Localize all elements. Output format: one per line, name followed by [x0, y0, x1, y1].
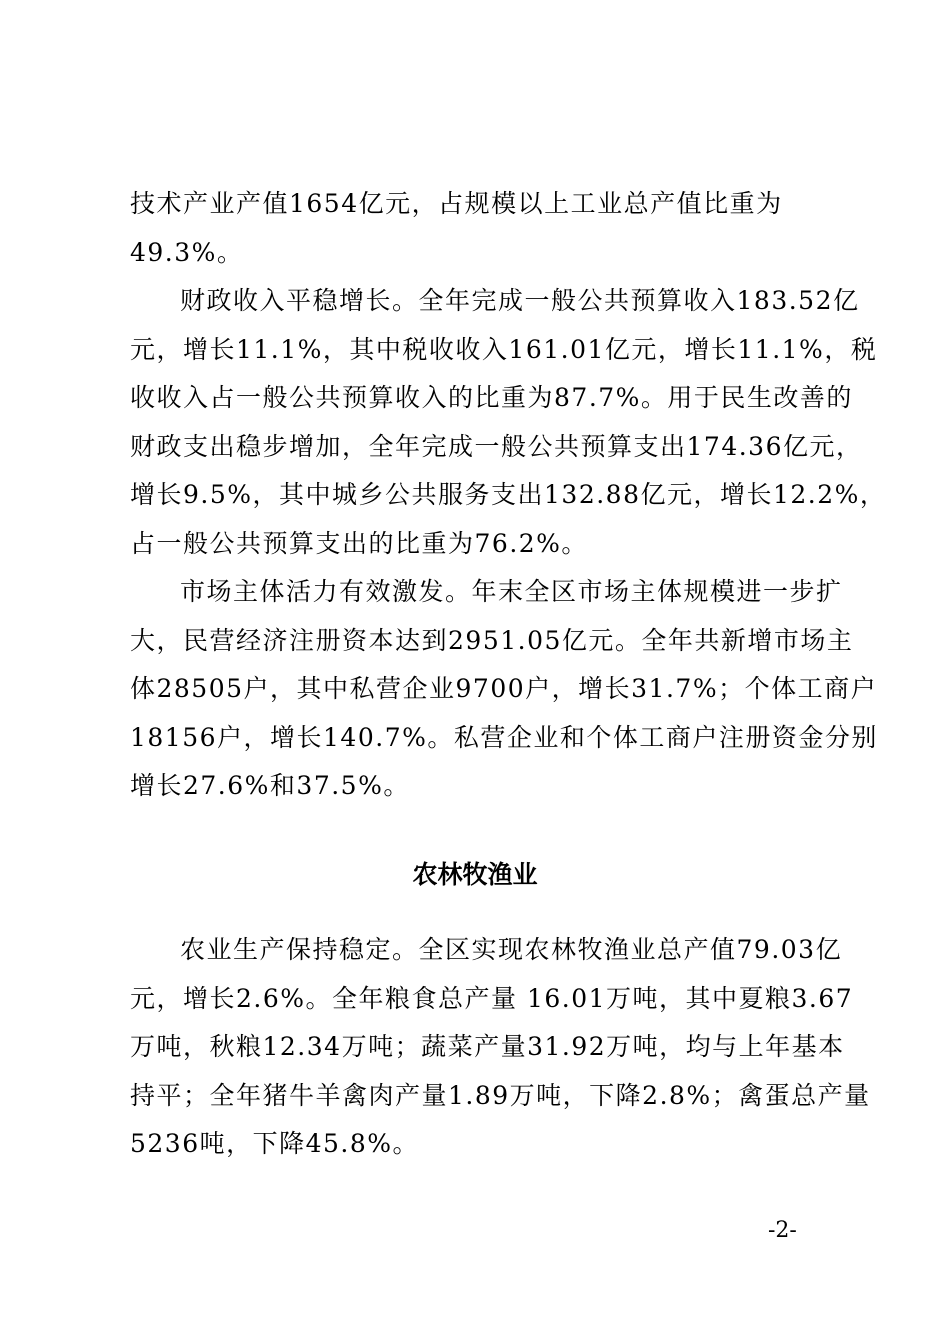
section-heading: 农林牧渔业 — [412, 860, 538, 889]
page-number: -2- — [768, 1218, 797, 1243]
text-line: 18156户，增长140.7%。私营企业和个体工商户注册资金分别 — [130, 722, 878, 752]
text-line: 增长9.5%，其中城乡公共服务支出132.88亿元，增长12.2%， — [130, 480, 887, 509]
paragraph-market-entities — [130, 568, 878, 811]
text-line: 万吨，秋粮12.34万吨；蔬菜产量31.92万吨，均与上年基本 — [130, 1032, 845, 1061]
text-line: 大，民营经济注册资本达到2951.05亿元。全年共新增市场主 — [130, 625, 854, 655]
text-line: 元，增长11.1%，其中税收收入161.01亿元，增长11.1%，税 — [130, 334, 878, 364]
body-text-top — [130, 180, 887, 811]
text-line: 占一般公共预算支出的比重为76.2%。 — [130, 528, 588, 558]
text-line: 5236吨，下降45.8%。 — [130, 1129, 420, 1158]
text-line: 财政支出稳步增加，全年完成一般公共预算支出174.36亿元， — [130, 431, 863, 461]
text-line: 财政收入平稳增长。全年完成一般公共预算收入183.52亿 — [180, 286, 860, 315]
text-line: 增长27.6%和37.5%。 — [130, 771, 410, 800]
paragraph-fiscal-revenue — [130, 277, 887, 568]
paragraph-agriculture — [130, 926, 871, 1169]
text-line: 持平；全年猪牛羊禽肉产量1.89万吨，下降2.8%；禽蛋总产量 — [130, 1080, 871, 1110]
text-line: 收收入占一般公共预算收入的比重为87.7%。用于民生改善的 — [130, 383, 853, 412]
text-line: 元，增长2.6%。全年粮食总产量 16.01万吨，其中夏粮3.67 — [130, 983, 854, 1013]
text-line: 市场主体活力有效激发。年末全区市场主体规模进一步扩 — [180, 577, 843, 606]
text-line: 体28505户，其中私营企业9700户，增长31.7%；个体工商户 — [130, 674, 878, 703]
text-line: 49.3%。 — [130, 237, 244, 267]
body-text-bottom — [130, 926, 871, 1169]
text-line: 技术产业产值1654亿元，占规模以上工业总产值比重为 — [130, 189, 783, 218]
text-line: 农业生产保持稳定。全区实现农林牧渔业总产值79.03亿 — [180, 935, 843, 964]
paragraph-tech-industry — [130, 180, 830, 277]
